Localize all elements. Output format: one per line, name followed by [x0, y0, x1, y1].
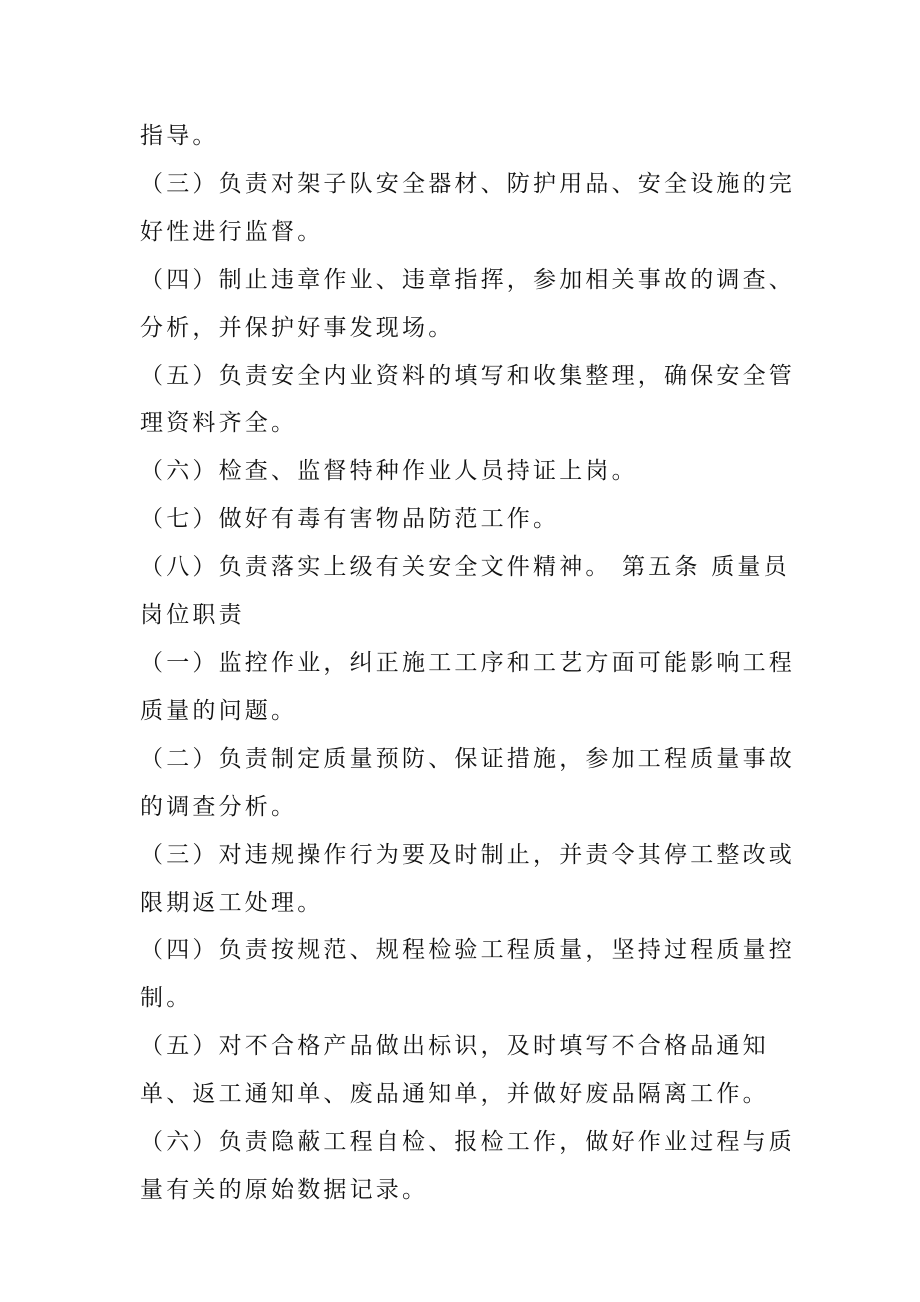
paragraph-quality-item-3: （三）对违规操作行为要及时制止，并责令其停工整改或限期返工处理。: [140, 841, 795, 916]
paragraph-safety-item-7: （七）做好有毒有害物品防范工作。: [140, 506, 560, 533]
paragraph-safety-item-3: （三）负责对架子队安全器材、防护用品、安全设施的完好性进行监督。: [140, 170, 795, 245]
paragraph-safety-item-5: （五）负责安全内业资料的填写和收集整理，确保安全管理资料齐全。: [140, 362, 795, 437]
paragraph-quality-item-6: （六）负责隐蔽工程自检、报检工作，做好作业过程与质量有关的原始数据记录。: [140, 1129, 795, 1203]
paragraph-continuation: 指导。: [140, 123, 219, 149]
paragraph-quality-item-1: （一）监控作业，纠正施工工序和工艺方面可能影响工程质量的问题。: [140, 649, 795, 724]
document-body: [140, 113, 796, 1215]
paragraph-safety-item-6: （六）检查、监督特种作业人员持证上岗。: [140, 458, 638, 485]
paragraph-safety-item-4: （四）制止违章作业、违章指挥，参加相关事故的调查、分析，并保护好事发现场。: [140, 266, 795, 341]
paragraph-safety-item-8: （八）负责落实上级有关安全文件精神。 第五条 质量员岗位职责: [140, 554, 790, 629]
paragraph-quality-item-2: （二）负责制定质量预防、保证措施，参加工程质量事故的调查分析。: [140, 745, 795, 820]
paragraph-quality-item-4: （四）负责按规范、规程检验工程质量，坚持过程质量控制。: [140, 937, 795, 1012]
paragraph-quality-item-5: （五）对不合格产品做出标识，及时填写不合格品通知单、返工通知单、废品通知单，并做好废品隔离工作。: [140, 1033, 769, 1108]
